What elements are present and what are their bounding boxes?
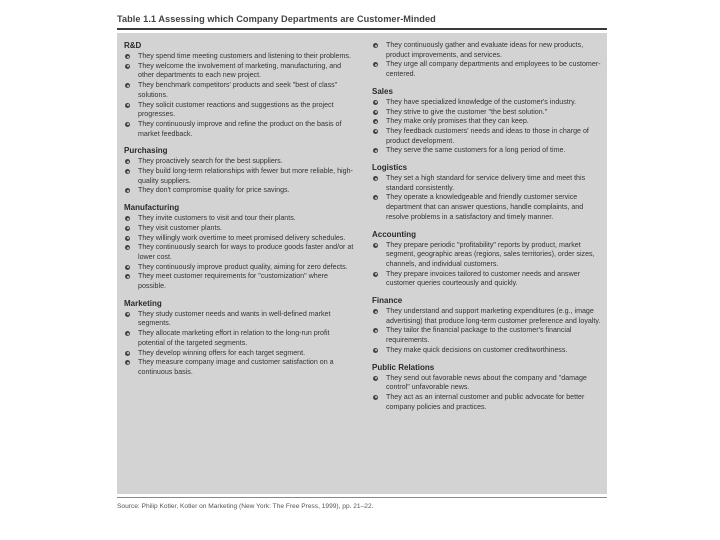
bullet-icon	[373, 176, 378, 181]
list-item	[372, 241, 602, 270]
bullet-icon	[373, 62, 378, 67]
list-item-text: They understand and support marketing expenditures (e.g., image advertising) that produce long-term customer preference and loyalty.	[386, 307, 601, 325]
bullet-icon	[373, 148, 378, 153]
list-item-text: They allocate marketing effort in relation to the long-run profit potential of the targeted segments.	[138, 329, 330, 347]
bullet-icon	[125, 122, 130, 127]
list-item	[372, 174, 602, 193]
source-note: Source: Philip Kotler, Kotler on Marketing (New York: The Free Press, 1999), pp. 21–22.	[117, 503, 374, 510]
section-continued	[372, 41, 602, 80]
section-title: Public Relations	[372, 362, 435, 372]
bullet-icon	[125, 216, 130, 221]
list-item	[372, 346, 602, 356]
right-column	[372, 41, 602, 419]
list-item	[372, 326, 602, 345]
list-item	[124, 310, 357, 329]
bullet-icon	[125, 54, 130, 59]
list-item-text: They visit customer plants.	[138, 223, 222, 232]
bullet-icon	[125, 351, 130, 356]
list-item	[372, 146, 602, 156]
table-title: Table 1.1 Assessing which Company Departments are Customer-Minded	[117, 14, 436, 24]
list-item-text: They meet customer requirements for "customization" where possible.	[138, 272, 328, 291]
list-item-text: They measure company image and customer satisfaction on a continuous basis.	[138, 358, 334, 376]
list-item-text: They continuously improve product quality, aiming for zero defects.	[138, 262, 348, 271]
list-item-text: They build long-term relationships with fewer but more reliable, high-quality suppliers.	[138, 167, 353, 185]
bullet-icon	[125, 245, 130, 250]
list-item	[124, 81, 357, 100]
list-item-text: They feedback customers' needs and ideas to those in charge of product development.	[386, 126, 589, 145]
list-item-text: They prepare periodic "profitability" reports by product, market segment, geographic areas (regions, sales territories), order sizes, channels, and individual customers.	[386, 240, 595, 268]
list-item	[124, 358, 357, 377]
list-item-text: They make only promises that they can keep.	[386, 117, 529, 126]
list-item-text: They strive to give the customer "the best solution."	[386, 107, 548, 116]
section-title: Manufacturing	[124, 203, 180, 213]
list-item-text: They don't compromise quality for price savings.	[138, 186, 290, 195]
bullet-icon	[373, 328, 378, 333]
list-item-text: They continuously search for ways to produce goods faster and/or at lower cost.	[138, 243, 354, 261]
list-item	[124, 52, 357, 62]
list-item-text: They act as an internal customer and public advocate for better company policies and practices.	[386, 392, 585, 411]
list-item-text: They tailor the financial package to the customer's financial requirements.	[386, 326, 572, 345]
bullet-icon	[125, 236, 130, 241]
bullet-list	[372, 98, 602, 156]
section-finance	[372, 296, 602, 356]
section-logistics	[372, 163, 602, 223]
bullet-icon	[125, 226, 130, 231]
bullet-icon	[125, 312, 130, 317]
list-item	[124, 120, 357, 139]
bullet-icon	[125, 188, 130, 193]
bullet-list	[124, 52, 357, 139]
bullet-icon	[373, 129, 378, 134]
list-item-text: They proactively search for the best suppliers.	[138, 157, 283, 166]
section-public-relations	[372, 363, 602, 413]
list-item-text: They prepare invoices tailored to customer needs and answer customer queries courteously and quickly.	[386, 269, 581, 288]
list-item-text: They study customer needs and wants in well-defined market segments.	[138, 309, 331, 328]
bullet-icon	[125, 159, 130, 164]
bullet-list	[124, 214, 357, 292]
list-item	[124, 263, 357, 273]
section-title: Logistics	[372, 163, 408, 173]
section-title: Finance	[372, 296, 403, 306]
list-item-text: They benchmark competitors' products and seek "best of class" solutions.	[138, 81, 338, 99]
list-item-text: They urge all company departments and employees to be customer-centered.	[386, 60, 601, 79]
list-item-text: They make quick decisions on customer creditworthiness.	[386, 345, 568, 354]
list-item-text: They develop winning offers for each target segment.	[138, 348, 306, 357]
bullet-icon	[125, 360, 130, 365]
list-item	[372, 307, 602, 326]
bullet-list	[124, 310, 357, 378]
list-item-text: They invite customers to visit and tour their plants.	[138, 214, 296, 223]
bullet-icon	[373, 110, 378, 115]
bullet-icon	[373, 348, 378, 353]
list-item	[372, 270, 602, 289]
list-item	[124, 349, 357, 359]
list-item	[372, 393, 602, 412]
list-item-text: They set a high standard for service delivery time and meet this standard consistently.	[386, 174, 586, 192]
bullet-icon	[373, 309, 378, 314]
bullet-list	[124, 157, 357, 196]
list-item	[372, 108, 602, 118]
bullet-icon	[373, 272, 378, 277]
bullet-icon	[125, 103, 130, 108]
bullet-icon	[373, 376, 378, 381]
list-item-text: They serve the same customers for a long period of time.	[386, 146, 566, 155]
list-item	[124, 243, 357, 262]
section-sales	[372, 87, 602, 156]
bullet-icon	[373, 395, 378, 400]
list-item-text: They send out favorable news about the company and "damage control" unfavorable news.	[386, 373, 587, 392]
bullet-icon	[125, 274, 130, 279]
list-item	[124, 157, 357, 167]
list-item-text: They continuously improve and refine the product on the basis of market feedback.	[138, 119, 342, 138]
left-column	[124, 41, 357, 385]
section-randd	[124, 41, 357, 139]
section-title: Accounting	[372, 229, 416, 239]
section-manufacturing	[124, 203, 357, 292]
bullet-icon	[373, 119, 378, 124]
table-panel	[117, 33, 607, 494]
list-item	[124, 272, 357, 291]
list-item	[124, 62, 357, 81]
list-item-text: They operate a knowledgeable and friendly customer service department that can answer questions, handle complaints, and resolve problems in a satisfactory and timely manner.	[386, 193, 584, 221]
list-item-text: They welcome the involvement of marketing, manufacturing, and other departments to each new project.	[138, 61, 342, 80]
section-title: Purchasing	[124, 146, 168, 156]
title-divider	[117, 28, 607, 30]
bullet-list	[372, 174, 602, 223]
bullet-icon	[125, 331, 130, 336]
list-item	[124, 329, 357, 348]
source-divider	[117, 497, 607, 498]
section-purchasing	[124, 146, 357, 196]
section-title: R&D	[124, 41, 142, 50]
bullet-icon	[125, 64, 130, 69]
section-accounting	[372, 230, 602, 290]
bullet-icon	[125, 83, 130, 88]
list-item-text: They willingly work overtime to meet promised delivery schedules.	[138, 233, 346, 242]
list-item	[124, 214, 357, 224]
list-item	[124, 186, 357, 196]
section-marketing	[124, 299, 357, 378]
bullet-icon	[373, 43, 378, 48]
bullet-icon	[125, 169, 130, 174]
list-item-text: They continuously gather and evaluate ideas for new products, product improvements, and services.	[386, 41, 584, 59]
list-item	[124, 224, 357, 234]
bullet-list	[372, 241, 602, 290]
bullet-icon	[373, 243, 378, 248]
section-title: Sales	[372, 86, 393, 96]
list-item-text: They solicit customer reactions and suggestions as the project progresses.	[138, 100, 334, 119]
list-item-text: They have specialized knowledge of the customer's industry.	[386, 97, 577, 106]
list-item	[372, 127, 602, 146]
list-item	[372, 374, 602, 393]
section-title: Marketing	[124, 298, 162, 308]
bullet-icon	[373, 100, 378, 105]
list-item	[372, 60, 602, 79]
bullet-list	[372, 307, 602, 356]
list-item	[124, 234, 357, 244]
bullet-icon	[373, 195, 378, 200]
bullet-icon	[125, 265, 130, 270]
bullet-list	[372, 374, 602, 413]
list-item-text: They spend time meeting customers and listening to their problems.	[138, 52, 351, 60]
list-item	[124, 101, 357, 120]
bullet-list	[372, 41, 602, 80]
list-item	[372, 193, 602, 222]
list-item	[372, 117, 602, 127]
list-item	[372, 98, 602, 108]
list-item	[372, 41, 602, 60]
list-item	[124, 167, 357, 186]
